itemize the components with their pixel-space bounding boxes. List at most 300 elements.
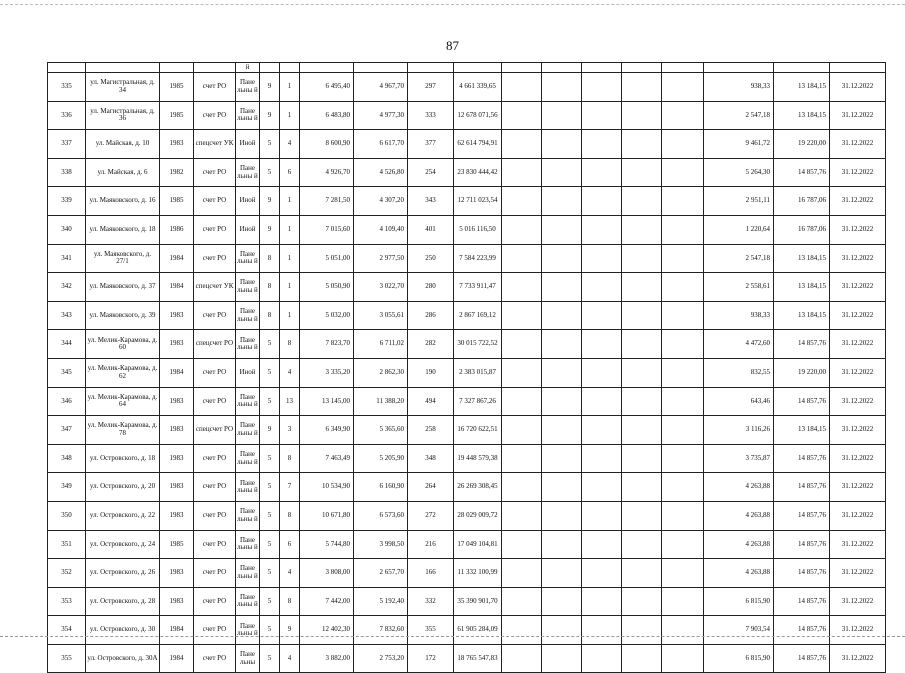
table-cell: 280: [408, 273, 454, 302]
table-cell: 286: [408, 301, 454, 330]
table-cell: ул. Майская, д. 6: [86, 158, 160, 187]
table-cell: 1985: [160, 530, 194, 559]
table-cell: 3 022,70: [354, 273, 408, 302]
table-cell: 354: [48, 616, 86, 645]
table-cell: счет РО: [194, 358, 236, 387]
table-cell: 31.12.2022: [830, 215, 886, 244]
table-cell: 5 050,90: [300, 273, 354, 302]
table-cell: 3 735,87: [704, 444, 774, 473]
table-cell: 1: [280, 73, 300, 102]
table-cell: 342: [48, 273, 86, 302]
table-row: [48, 387, 886, 416]
table-cell: 10 671,80: [300, 501, 354, 530]
table-row: [48, 644, 886, 673]
table-cell: [502, 444, 542, 473]
table-cell: 297: [408, 73, 454, 102]
table-cell: [582, 244, 622, 273]
table-cell: [582, 473, 622, 502]
table-cell: 17 049 104,81: [454, 530, 502, 559]
table-cell: счет РО: [194, 387, 236, 416]
table-cell: счет РО: [194, 215, 236, 244]
table-cell: 19 220,00: [774, 358, 830, 387]
table-cell: 2 547,18: [704, 244, 774, 273]
table-cell: 9: [280, 616, 300, 645]
table-cell: 350: [48, 501, 86, 530]
table-cell: 377: [408, 130, 454, 159]
table-cell: Пане льны й: [236, 73, 260, 102]
table-cell: [502, 358, 542, 387]
table-cell: 11 388,20: [354, 387, 408, 416]
table-cell: ул. Островского, д. 28: [86, 587, 160, 616]
table-cell: 7: [280, 473, 300, 502]
table-cell: [582, 616, 622, 645]
table-cell: Пане льны: [236, 644, 260, 673]
table-cell: 3 335,20: [300, 358, 354, 387]
table-cell: [622, 73, 662, 102]
table-cell: 5: [260, 130, 280, 159]
table-cell: Пане льны й: [236, 301, 260, 330]
table-cell: 347: [48, 416, 86, 445]
table-cell: 31.12.2022: [830, 530, 886, 559]
table-cell: 1983: [160, 587, 194, 616]
table-cell: 1: [280, 215, 300, 244]
table-cell: 832,55: [704, 358, 774, 387]
table-cell: счет РО: [194, 301, 236, 330]
table-cell: счет РО: [194, 587, 236, 616]
table-cell: 16 787,06: [774, 187, 830, 216]
table-cell: 31.12.2022: [830, 73, 886, 102]
table-cell: [582, 330, 622, 359]
table-cell: 4 307,20: [354, 187, 408, 216]
table-cell: 341: [48, 244, 86, 273]
table-cell: 339: [48, 187, 86, 216]
table-cell: Иной: [236, 130, 260, 159]
table-cell: [662, 73, 704, 102]
table-cell: ул. Магистральная, д. 36: [86, 101, 160, 130]
table-row: [48, 158, 886, 187]
table-cell: [502, 330, 542, 359]
table-cell: [622, 130, 662, 159]
table-cell: 1985: [160, 101, 194, 130]
table-cell: 6 495,40: [300, 73, 354, 102]
table-cell: 7 733 911,47: [454, 273, 502, 302]
table-cell: [582, 215, 622, 244]
table-cell: 333: [408, 101, 454, 130]
table-cell: [542, 387, 582, 416]
table-row: [48, 501, 886, 530]
table-cell: 332: [408, 587, 454, 616]
table-cell: ул. Маяковского, д. 37: [86, 273, 160, 302]
table-cell: [582, 358, 622, 387]
table-cell: [662, 644, 704, 673]
table-cell: 2 547,18: [704, 101, 774, 130]
table-cell: 14 857,76: [774, 501, 830, 530]
table-cell: ул. Островского, д. 26: [86, 559, 160, 588]
table-cell: [622, 187, 662, 216]
table-cell: 23 830 444,42: [454, 158, 502, 187]
table-cell: 5: [260, 530, 280, 559]
table-cell: 2 862,30: [354, 358, 408, 387]
table-cell: 5: [260, 330, 280, 359]
table-cell: [48, 63, 86, 73]
table-cell: Пане льны й: [236, 158, 260, 187]
table-cell: [502, 101, 542, 130]
table-cell: 14 857,76: [774, 530, 830, 559]
table-cell: [582, 416, 622, 445]
table-cell: ул. Майская, д. 10: [86, 130, 160, 159]
table-cell: 5 192,40: [354, 587, 408, 616]
table-cell: 4 977,30: [354, 101, 408, 130]
table-cell: 1984: [160, 358, 194, 387]
table-cell: 401: [408, 215, 454, 244]
table-cell: 14 857,76: [774, 387, 830, 416]
table-cell: [502, 158, 542, 187]
table-cell: [582, 444, 622, 473]
table-cell: 5: [260, 358, 280, 387]
table-cell: 353: [48, 587, 86, 616]
table-cell: [622, 587, 662, 616]
table-cell: 346: [48, 387, 86, 416]
table-cell: 6 815,90: [704, 644, 774, 673]
table-cell: [662, 530, 704, 559]
table-cell: Пане льны й: [236, 501, 260, 530]
table-cell: [542, 587, 582, 616]
table-cell: 31.12.2022: [830, 501, 886, 530]
table-cell: счет РО: [194, 473, 236, 502]
table-cell: [622, 444, 662, 473]
table-cell: 2 657,70: [354, 559, 408, 588]
table-cell: [542, 187, 582, 216]
table-cell: 28 029 009,72: [454, 501, 502, 530]
table-cell: 4 526,80: [354, 158, 408, 187]
table-cell: 7 327 867,26: [454, 387, 502, 416]
table-cell: [502, 73, 542, 102]
table-cell: 13 184,15: [774, 244, 830, 273]
table-cell: [542, 559, 582, 588]
table-cell: 13 184,15: [774, 301, 830, 330]
table-cell: 337: [48, 130, 86, 159]
table-cell: 643,46: [704, 387, 774, 416]
table-cell: 31.12.2022: [830, 301, 886, 330]
table-cell: 11 332 100,99: [454, 559, 502, 588]
table-row: [48, 559, 886, 588]
table-cell: 340: [48, 215, 86, 244]
table-cell: Пане льны й: [236, 530, 260, 559]
table-row: [48, 273, 886, 302]
table-cell: [662, 416, 704, 445]
table-cell: [542, 215, 582, 244]
table-cell: 8 600,90: [300, 130, 354, 159]
table-cell: [502, 63, 542, 73]
table-cell: [622, 301, 662, 330]
table-cell: 4: [280, 358, 300, 387]
table-cell: [542, 101, 582, 130]
table-cell: [542, 501, 582, 530]
table-body: [48, 63, 886, 673]
table-cell: 4: [280, 644, 300, 673]
table-cell: [622, 644, 662, 673]
table-cell: 9: [260, 416, 280, 445]
table-cell: 1983: [160, 416, 194, 445]
table-cell: 16 720 622,51: [454, 416, 502, 445]
table-cell: 4 967,70: [354, 73, 408, 102]
table-cell: 7 832,60: [354, 616, 408, 645]
table-cell: 6 483,80: [300, 101, 354, 130]
table-cell: 5 744,80: [300, 530, 354, 559]
table-cell: счет РО: [194, 559, 236, 588]
table-cell: 348: [48, 444, 86, 473]
table-cell: 31.12.2022: [830, 416, 886, 445]
table-cell: [542, 63, 582, 73]
table-cell: [662, 273, 704, 302]
table-cell: 1: [280, 273, 300, 302]
table-row: [48, 358, 886, 387]
table-cell: 282: [408, 330, 454, 359]
table-cell: 9: [260, 187, 280, 216]
table-cell: [542, 301, 582, 330]
table-cell: [704, 63, 774, 73]
table-cell: [622, 215, 662, 244]
table-cell: 31.12.2022: [830, 244, 886, 273]
table-cell: 8: [260, 273, 280, 302]
table-cell: 5 032,00: [300, 301, 354, 330]
table-cell: ул. Мелик-Карамова, д. 78: [86, 416, 160, 445]
table-cell: [194, 63, 236, 73]
table-cell: 1985: [160, 73, 194, 102]
table-cell: спецсчет УК: [194, 273, 236, 302]
table-cell: счет РО: [194, 244, 236, 273]
table-row: [48, 444, 886, 473]
table-cell: 31.12.2022: [830, 644, 886, 673]
table-cell: Иной: [236, 187, 260, 216]
table-cell: 2 753,20: [354, 644, 408, 673]
table-cell: 6 815,90: [704, 587, 774, 616]
table-cell: [582, 559, 622, 588]
table-cell: 6 160,90: [354, 473, 408, 502]
table-row: [48, 301, 886, 330]
table-cell: 190: [408, 358, 454, 387]
table-cell: [662, 130, 704, 159]
table-cell: [582, 63, 622, 73]
table-cell: 8: [260, 244, 280, 273]
table-cell: [622, 416, 662, 445]
table-cell: [662, 330, 704, 359]
table-cell: [622, 63, 662, 73]
table-cell: 6: [280, 530, 300, 559]
table-cell: [582, 158, 622, 187]
table-cell: [662, 616, 704, 645]
table-cell: 5: [260, 559, 280, 588]
table-cell: 5 051,00: [300, 244, 354, 273]
table-cell: 938,33: [704, 301, 774, 330]
table-cell: [622, 501, 662, 530]
table-cell: [662, 501, 704, 530]
table-row: [48, 587, 886, 616]
table-cell: 12 678 071,56: [454, 101, 502, 130]
table-cell: 31.12.2022: [830, 587, 886, 616]
table-cell: [662, 387, 704, 416]
table-row: [48, 616, 886, 645]
table-cell: [622, 616, 662, 645]
table-cell: 349: [48, 473, 86, 502]
table-cell: ул. Островского, д. 20: [86, 473, 160, 502]
table-cell: [542, 530, 582, 559]
table-cell: 7 584 223,99: [454, 244, 502, 273]
table-cell: 1984: [160, 244, 194, 273]
table-cell: 1983: [160, 387, 194, 416]
page-number: 87: [446, 38, 459, 53]
table-cell: 336: [48, 101, 86, 130]
table-cell: 6: [280, 158, 300, 187]
table-cell: [502, 416, 542, 445]
table-cell: [622, 273, 662, 302]
table-cell: 1: [280, 187, 300, 216]
table-cell: 5: [260, 387, 280, 416]
table-cell: 31.12.2022: [830, 616, 886, 645]
table-cell: 1983: [160, 444, 194, 473]
table-cell: 7 903,54: [704, 616, 774, 645]
table-cell: [582, 501, 622, 530]
table-cell: 62 614 794,91: [454, 130, 502, 159]
table-cell: [582, 587, 622, 616]
table-cell: 1983: [160, 473, 194, 502]
table-cell: 355: [408, 616, 454, 645]
table-cell: [662, 559, 704, 588]
table-cell: 31.12.2022: [830, 273, 886, 302]
table-cell: [542, 444, 582, 473]
table-cell: й: [236, 63, 260, 73]
table-row: [48, 101, 886, 130]
table-cell: счет РО: [194, 187, 236, 216]
table-cell: Иной: [236, 215, 260, 244]
table-cell: ул. Маяковского, д. 18: [86, 215, 160, 244]
table-cell: [622, 101, 662, 130]
table-cell: ул. Мелик-Карамова, д. 62: [86, 358, 160, 387]
table-cell: 1: [280, 101, 300, 130]
table-cell: 6 349,90: [300, 416, 354, 445]
table-cell: ул. Мелик-Карамова, д. 64: [86, 387, 160, 416]
table-row: [48, 187, 886, 216]
table-cell: [160, 63, 194, 73]
table-cell: 5: [260, 501, 280, 530]
table-cell: 1983: [160, 330, 194, 359]
table-row: [48, 416, 886, 445]
table-cell: [582, 73, 622, 102]
table-cell: 8: [280, 330, 300, 359]
table-cell: ул. Островского, д. 24: [86, 530, 160, 559]
table-cell: спецсчет УК: [194, 130, 236, 159]
table-cell: 1984: [160, 616, 194, 645]
table-cell: счет РО: [194, 530, 236, 559]
table-cell: [582, 273, 622, 302]
table-cell: ул. Островского, д. 22: [86, 501, 160, 530]
table-cell: 3 998,50: [354, 530, 408, 559]
table-cell: [662, 63, 704, 73]
table-cell: [542, 616, 582, 645]
table-cell: Пане льны й: [236, 616, 260, 645]
table-row: [48, 473, 886, 502]
table-cell: 10 534,90: [300, 473, 354, 502]
table-cell: 2 383 015,87: [454, 358, 502, 387]
table-cell: 5 016 116,50: [454, 215, 502, 244]
table-cell: [622, 473, 662, 502]
table-cell: 338: [48, 158, 86, 187]
table-cell: [542, 330, 582, 359]
table-cell: 13 184,15: [774, 73, 830, 102]
table-cell: 12 711 023,54: [454, 187, 502, 216]
scan-edge-top: [0, 4, 905, 5]
table-cell: [542, 158, 582, 187]
table-cell: 1984: [160, 273, 194, 302]
table-cell: 5 264,30: [704, 158, 774, 187]
table-cell: 344: [48, 330, 86, 359]
table-cell: [502, 387, 542, 416]
table-cell: 14 857,76: [774, 616, 830, 645]
table-cell: 31.12.2022: [830, 358, 886, 387]
table-cell: 4 109,40: [354, 215, 408, 244]
table-cell: 2 977,50: [354, 244, 408, 273]
table-cell: [542, 73, 582, 102]
table-cell: [582, 387, 622, 416]
table-cell: 5 365,60: [354, 416, 408, 445]
table-cell: 31.12.2022: [830, 444, 886, 473]
table-cell: 1984: [160, 644, 194, 673]
table-cell: 1983: [160, 501, 194, 530]
table-row: [48, 530, 886, 559]
table-cell: 4 472,60: [704, 330, 774, 359]
table-cell: [542, 273, 582, 302]
table-cell: ул. Островского, д. 30: [86, 616, 160, 645]
table-cell: [582, 101, 622, 130]
table-cell: 335: [48, 73, 86, 102]
table-cell: 2 558,61: [704, 273, 774, 302]
table-cell: 14 857,76: [774, 559, 830, 588]
table-cell: 343: [408, 187, 454, 216]
table-cell: 13 145,00: [300, 387, 354, 416]
table-cell: [622, 244, 662, 273]
table-cell: ул. Островского, д. 30А: [86, 644, 160, 673]
table-cell: [542, 244, 582, 273]
table-cell: [300, 63, 354, 73]
table-cell: 7 463,49: [300, 444, 354, 473]
table-cell: 19 220,00: [774, 130, 830, 159]
table-cell: [830, 63, 886, 73]
table-cell: 14 857,76: [774, 444, 830, 473]
table-cell: 3 808,00: [300, 559, 354, 588]
table-cell: 31.12.2022: [830, 187, 886, 216]
table-row: [48, 130, 886, 159]
table-cell: [662, 187, 704, 216]
table-cell: [502, 301, 542, 330]
table-cell: Пане льны й: [236, 244, 260, 273]
table-cell: спецсчет РО: [194, 416, 236, 445]
table-cell: [622, 330, 662, 359]
table-cell: [662, 215, 704, 244]
scan-edge-bottom: [0, 636, 905, 637]
table-cell: [502, 187, 542, 216]
table-cell: 4 263,88: [704, 530, 774, 559]
table-cell: 7 281,50: [300, 187, 354, 216]
table-cell: 351: [48, 530, 86, 559]
table-cell: [502, 644, 542, 673]
table-cell: [542, 416, 582, 445]
table-cell: 31.12.2022: [830, 130, 886, 159]
table-cell: 5: [260, 158, 280, 187]
table-cell: 7 442,00: [300, 587, 354, 616]
table-cell: 31.12.2022: [830, 158, 886, 187]
table-cell: [502, 530, 542, 559]
table-cell: 4: [280, 130, 300, 159]
